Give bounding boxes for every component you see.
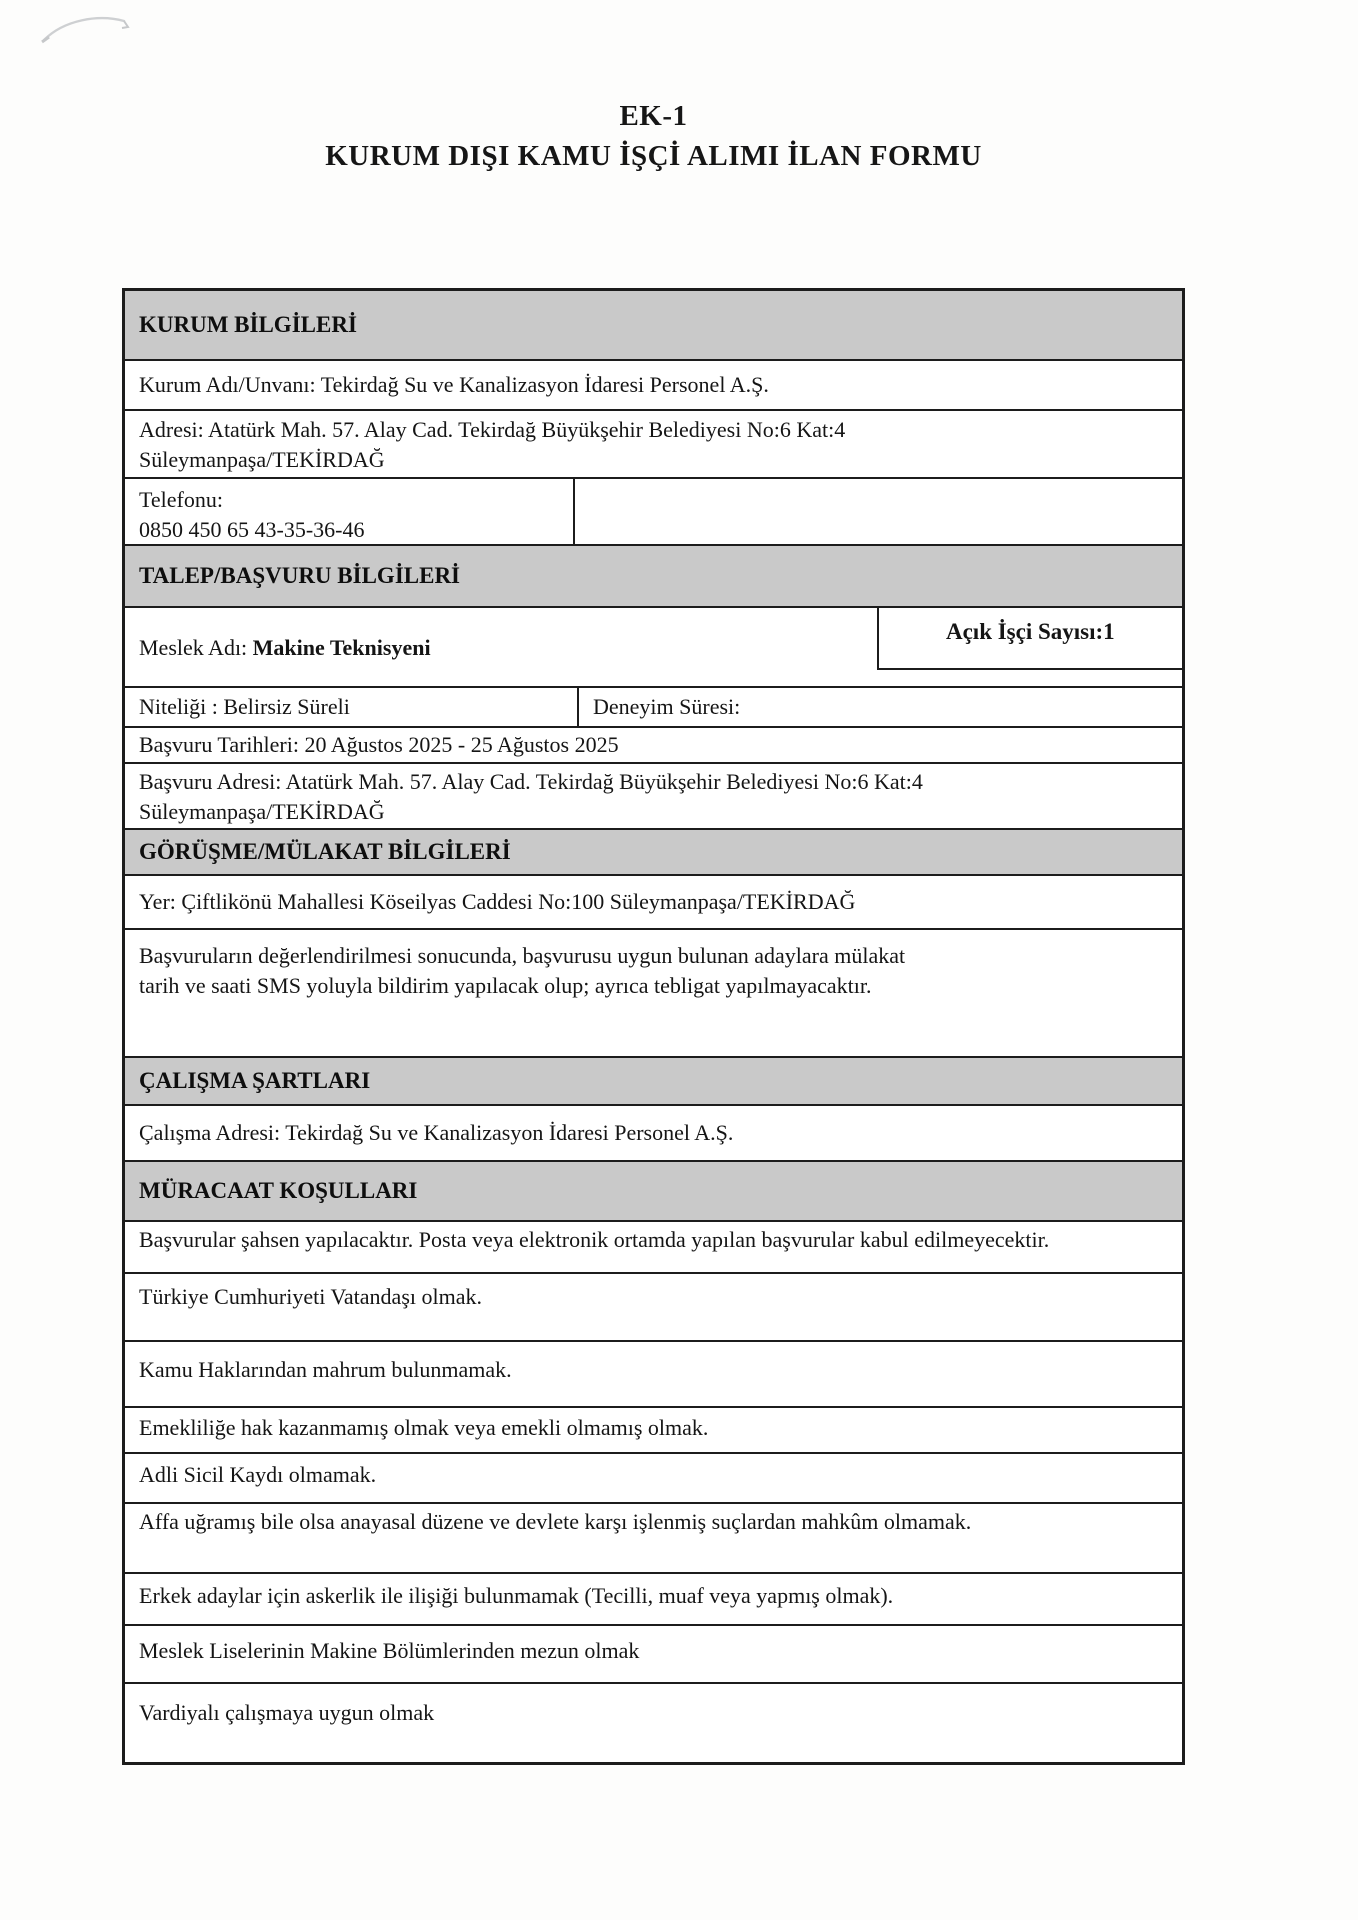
form-title: KURUM DIŞI KAMU İŞÇİ ALIMI İLAN FORMU — [325, 140, 982, 172]
form-table — [122, 288, 1185, 1765]
kosul-item: Vardiyalı çalışmaya uygun olmak — [139, 1700, 435, 1725]
basvuru-adresi-text: Başvuru Adresi: Atatürk Mah. 57. Alay Cad. Tekirdağ Büyükşehir Belediyesi No:6 Kat:4 Süleymanpaşa/TEKİRDAĞ — [139, 769, 923, 824]
field-meslek-row — [125, 608, 1182, 688]
field-deneyim-suresi: Deneyim Süresi: — [577, 688, 1182, 726]
field-telefonu — [125, 479, 573, 544]
form-code: EK-1 — [619, 100, 688, 132]
section-header-talep-basvuru: TALEP/BAŞVURU BİLGİLERİ — [125, 546, 1182, 608]
telefonu-empty-cell — [573, 479, 1182, 544]
section-header-gorusme-mulakat: GÖRÜŞME/MÜLAKAT BİLGİLERİ — [125, 830, 1182, 876]
field-mulakat-yeri: Yer: Çiftlikönü Mahallesi Köseilyas Caddesi No:100 Süleymanpaşa/TEKİRDAĞ — [125, 876, 1182, 930]
field-adresi-text: Adresi: Atatürk Mah. 57. Alay Cad. Tekirdağ Büyükşehir Belediyesi No:6 Kat:4 Süleymanpaşa/TEKİRDAĞ — [139, 417, 846, 472]
kosul-item: Kamu Haklarından mahrum bulunmamak. — [125, 1342, 1182, 1408]
field-niteligi: Niteliği : Belirsiz Süreli — [139, 694, 350, 719]
field-acik-isci-sayisi: Açık İşçi Sayısı:1 — [877, 608, 1182, 670]
mulakat-aciklama-text: Başvuruların değerlendirilmesi sonucunda, başvurusu uygun bulunan adaylara mülakat tarih ve saati SMS yoluyla bildirim yapılacak olup; ayrıca tebligat yapılmayacaktır. — [139, 943, 906, 998]
kosul-item: Meslek Liselerinin Makine Bölümlerinden mezun olmak — [125, 1626, 1182, 1684]
kosul-text: Affa uğramış bile olsa anayasal düzene ve devlete karşı işlenmiş suçlardan mahkûm olmamak. — [139, 1509, 972, 1534]
kosul-item: Adli Sicil Kaydı olmamak. — [125, 1454, 1182, 1504]
field-adresi — [125, 411, 1182, 479]
section-header-calisma-sartlari: ÇALIŞMA ŞARTLARI — [125, 1058, 1182, 1106]
kosul-item — [125, 1504, 1182, 1574]
kosul-text: Başvurular şahsen yapılacaktır. Posta veya elektronik ortamda yapılan başvurular kabul edilmeyecektir. — [139, 1227, 1050, 1252]
field-telefonu-row — [125, 479, 1182, 546]
document-title — [122, 100, 1185, 173]
field-niteligi-row — [125, 688, 1182, 728]
field-meslek-adi — [125, 608, 877, 686]
field-basvuru-tarihleri: Başvuru Tarihleri: 20 Ağustos 2025 - 25 Ağustos 2025 — [125, 728, 1182, 764]
field-kurum-adi: Kurum Adı/Unvanı: Tekirdağ Su ve Kanalizasyon İdaresi Personel A.Ş. — [125, 361, 1182, 411]
telefonu-label: Telefonu: — [139, 487, 223, 512]
kosul-item: Emekliliğe hak kazanmamış olmak veya emekli olmamış olmak. — [125, 1408, 1182, 1454]
field-calisma-adresi: Çalışma Adresi: Tekirdağ Su ve Kanalizasyon İdaresi Personel A.Ş. — [125, 1106, 1182, 1162]
kosul-item: Erkek adaylar için askerlik ile ilişiği bulunmamak (Tecilli, muaf veya yapmış olmak). — [125, 1574, 1182, 1626]
meslek-adi-value: Makine Teknisyeni — [252, 635, 431, 660]
field-mulakat-aciklama — [125, 930, 1182, 1058]
section-header-muracaat-kosullari: MÜRACAAT KOŞULLARI — [125, 1162, 1182, 1222]
section-header-kurum-bilgileri: KURUM BİLGİLERİ — [125, 291, 1182, 361]
telefonu-value: 0850 450 65 43-35-36-46 — [139, 517, 365, 542]
pencil-mark — [36, 8, 156, 53]
kosul-item: Türkiye Cumhuriyeti Vatandaşı olmak. — [125, 1274, 1182, 1342]
field-basvuru-adresi — [125, 764, 1182, 830]
meslek-adi-label: Meslek Adı: — [139, 635, 253, 660]
kosul-item — [125, 1222, 1182, 1274]
